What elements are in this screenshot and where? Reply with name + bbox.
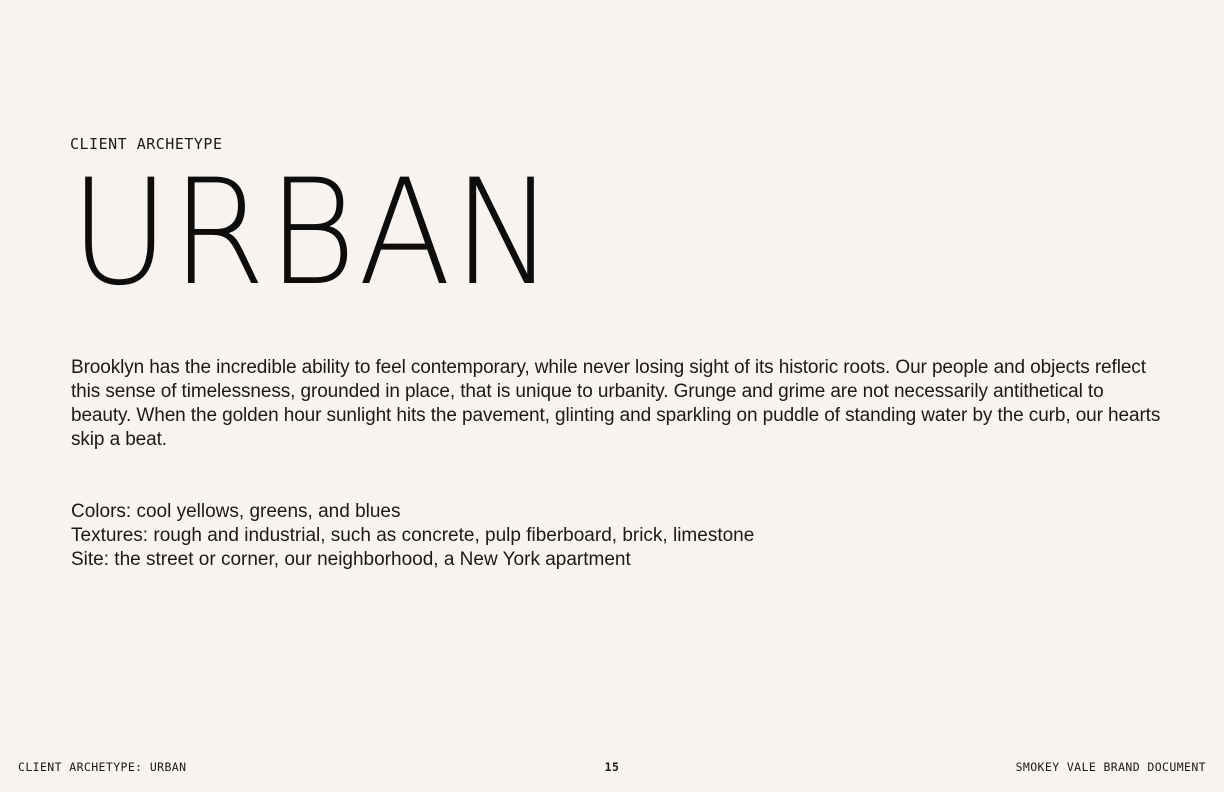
attribute-textures: Textures: rough and industrial, such as concrete, pulp fiberboard, brick, limestone (71, 525, 755, 546)
footer-section-label: CLIENT ARCHETYPE: URBAN (18, 760, 187, 774)
body-paragraph: Brooklyn has the incredible ability to feel contemporary, while never losing sight of its historic roots. Our people and objects reflect this sense of timelessness, grounded in place, that is unique to urbanity. Grunge and grime are not necessarily antithetical to beauty. When the golden hour sunlight hits the pavement, glinting and sparkling on puddle of standing water by the curb, our hearts skip a beat. (71, 357, 1161, 450)
attribute-colors: Colors: cool yellows, greens, and blues (71, 501, 401, 522)
attribute-site: Site: the street or corner, our neighborhood, a New York apartment (71, 549, 631, 570)
page-title: URBAN (70, 148, 557, 318)
attribute-list (71, 500, 754, 572)
section-eyebrow: CLIENT ARCHETYPE (70, 135, 223, 153)
page-number: 15 (604, 760, 620, 774)
footer-document-title: SMOKEY VALE BRAND DOCUMENT (1015, 760, 1206, 774)
